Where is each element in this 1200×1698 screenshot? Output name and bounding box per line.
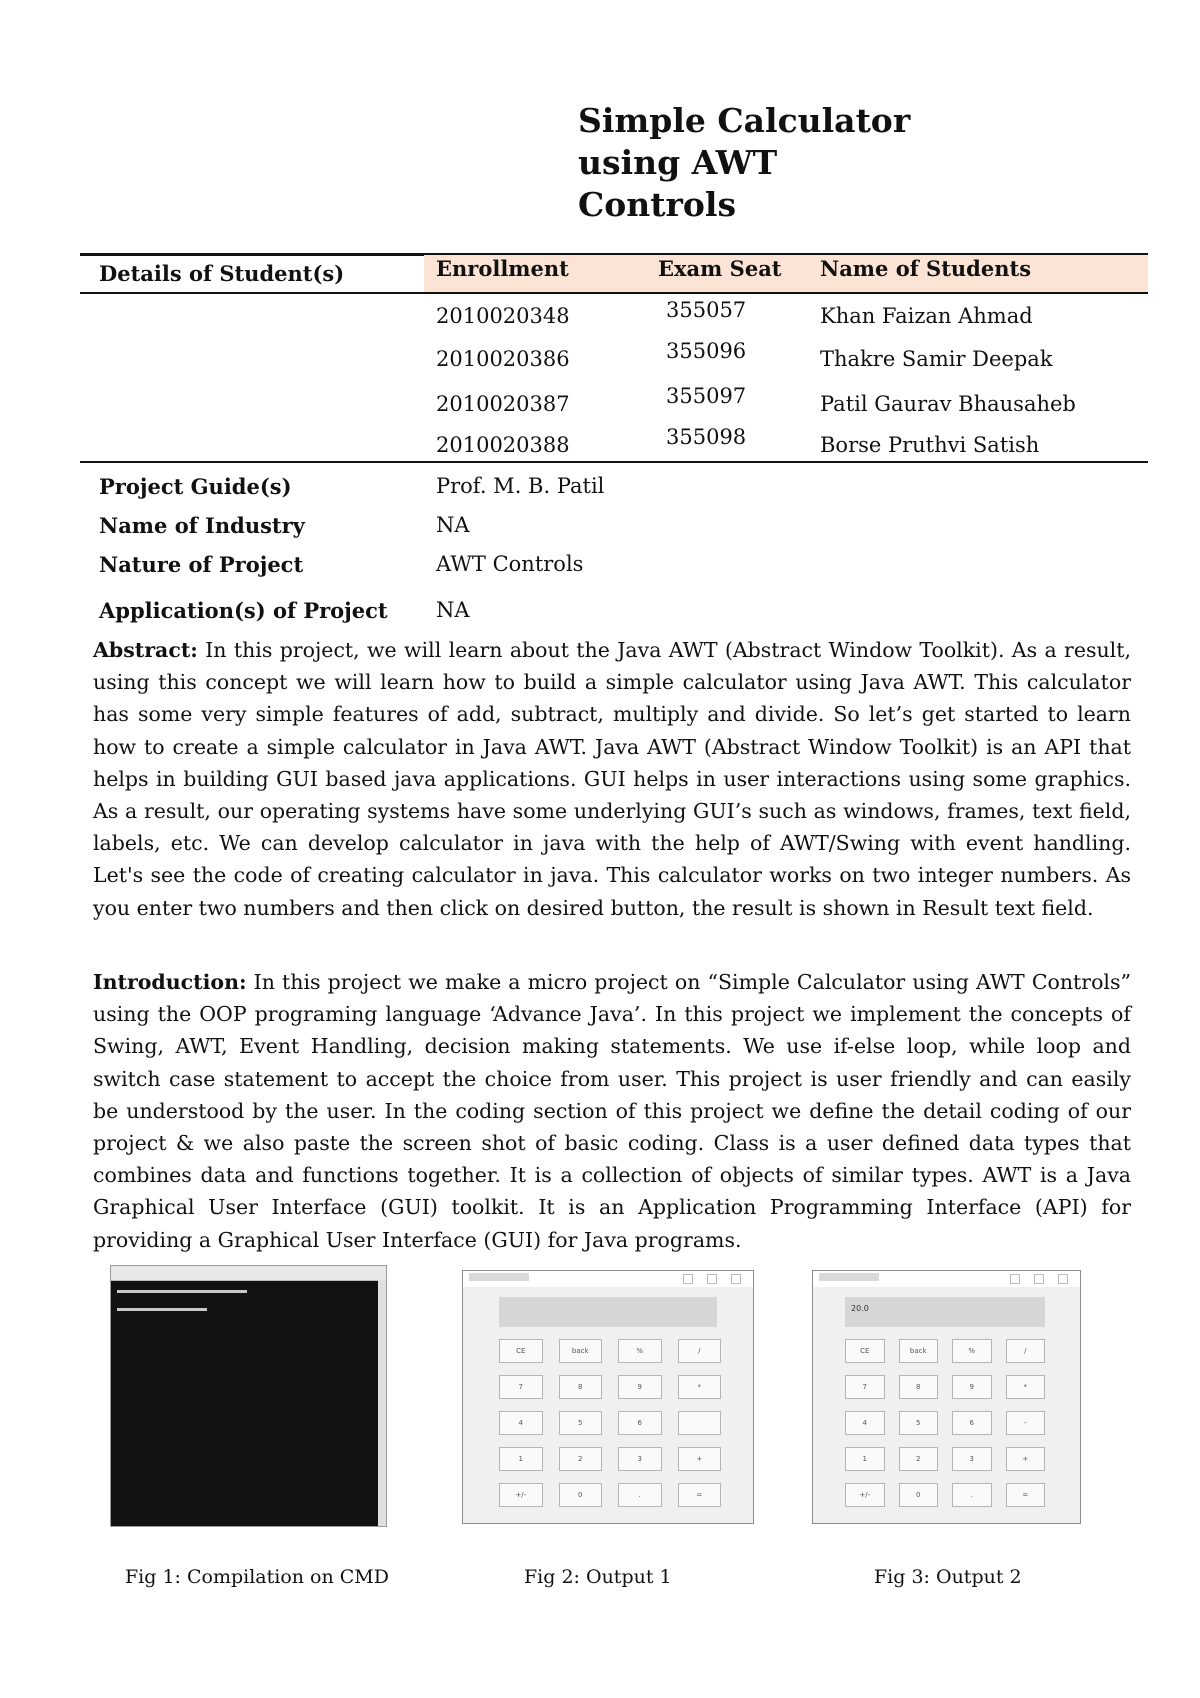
calc-key: CE bbox=[845, 1339, 885, 1363]
calc-key: / bbox=[678, 1339, 722, 1363]
industry-value: NA bbox=[436, 513, 470, 537]
document-title: Simple Calculator using AWT Controls bbox=[578, 101, 911, 224]
calc-key: 4 bbox=[499, 1411, 543, 1435]
calc-key: back bbox=[899, 1339, 939, 1363]
application-label: Application(s) of Project bbox=[99, 598, 388, 623]
calc-key: 2 bbox=[899, 1447, 939, 1471]
calc-title-bar bbox=[463, 1271, 753, 1287]
calc-key: 8 bbox=[899, 1375, 939, 1399]
calc-key: + bbox=[678, 1447, 722, 1471]
calc-key: = bbox=[678, 1483, 722, 1507]
calc-key: . bbox=[618, 1483, 662, 1507]
calc-key: / bbox=[1006, 1339, 1046, 1363]
figure-2-caption: Fig 2: Output 1 bbox=[524, 1566, 672, 1588]
table-cell-name: Thakre Samir Deepak bbox=[820, 347, 1053, 371]
table-cell-enrollment: 2010020386 bbox=[436, 347, 570, 371]
introduction-paragraph bbox=[93, 966, 1131, 1256]
student-name-header: Name of Students bbox=[820, 256, 1032, 281]
minimize-icon bbox=[683, 1274, 693, 1284]
calc-key bbox=[678, 1411, 722, 1435]
abstract-paragraph bbox=[93, 634, 1131, 924]
table-cell-name: Patil Gaurav Bhausaheb bbox=[820, 392, 1076, 416]
figure-1-caption: Fig 1: Compilation on CMD bbox=[125, 1566, 389, 1588]
calc-key: 3 bbox=[952, 1447, 992, 1471]
minimize-icon bbox=[1010, 1274, 1020, 1284]
calc-key: * bbox=[678, 1375, 722, 1399]
table-header-rule bbox=[80, 292, 1148, 294]
project-nature-value: AWT Controls bbox=[436, 552, 584, 576]
calc-display bbox=[499, 1297, 717, 1327]
figure-calculator-output-1 bbox=[462, 1270, 754, 1524]
details-header: Details of Student(s) bbox=[99, 261, 345, 286]
calc-key: 5 bbox=[899, 1411, 939, 1435]
calc-key: +/- bbox=[845, 1483, 885, 1507]
introduction-text: In this project we make a micro project on “Simple Calculator using AWT Controls” using the OOP programing language ‘Advance Java’. In this project we implement the concepts of Swing, AWT, Event Handling, decision making statements. We use if-else loop, while loop and switch case statement to accept the choice from user. This project is user friendly and can easily be understood by the user. In the coding section of this project we define the detail coding of our project & we also paste the screen shot of basic coding. Class is a user defined data types that combines data and functions together. It is a collection of objects of similar types. AWT is a Java Graphical User Interface (GUI) toolkit. It is an Application Programming Interface (API) for providing a Graphical User Interface (GUI) for Java programs. bbox=[93, 970, 1131, 1252]
introduction-label: Introduction: bbox=[93, 970, 247, 994]
calc-key: 8 bbox=[559, 1375, 603, 1399]
calc-key: +/- bbox=[499, 1483, 543, 1507]
calc-key: back bbox=[559, 1339, 603, 1363]
calc-key: 2 bbox=[559, 1447, 603, 1471]
calc-key: CE bbox=[499, 1339, 543, 1363]
calc-title-bar bbox=[813, 1271, 1080, 1287]
calc-key: 1 bbox=[499, 1447, 543, 1471]
calc-key: 7 bbox=[845, 1375, 885, 1399]
calc-title bbox=[469, 1273, 529, 1281]
calc-key: 9 bbox=[952, 1375, 992, 1399]
maximize-icon bbox=[1034, 1274, 1044, 1284]
calc-keypad bbox=[845, 1339, 1045, 1507]
abstract-label: Abstract: bbox=[93, 638, 198, 662]
cmd-scrollbar bbox=[378, 1280, 386, 1526]
calc-title bbox=[819, 1273, 879, 1281]
exam-seat-header: Exam Seat bbox=[658, 256, 782, 281]
cmd-output-line bbox=[117, 1308, 207, 1311]
project-nature-label: Nature of Project bbox=[99, 552, 304, 577]
table-cell-enrollment: 2010020387 bbox=[436, 392, 570, 416]
calc-display: 20.0 bbox=[845, 1297, 1045, 1327]
table-cell-enrollment: 2010020348 bbox=[436, 304, 570, 328]
calc-key: 6 bbox=[618, 1411, 662, 1435]
table-bottom-rule bbox=[80, 461, 1148, 463]
calc-key: 5 bbox=[559, 1411, 603, 1435]
table-cell-seat: 355096 bbox=[666, 339, 747, 363]
close-icon bbox=[731, 1274, 741, 1284]
cmd-title-bar bbox=[111, 1266, 386, 1281]
calc-key: - bbox=[1006, 1411, 1046, 1435]
table-cell-enrollment: 2010020388 bbox=[436, 433, 570, 457]
calc-key: 6 bbox=[952, 1411, 992, 1435]
calc-key: 1 bbox=[845, 1447, 885, 1471]
application-value: NA bbox=[436, 598, 470, 622]
calc-key: % bbox=[618, 1339, 662, 1363]
industry-label: Name of Industry bbox=[99, 513, 305, 538]
table-cell-seat: 355098 bbox=[666, 425, 747, 449]
cmd-output-line bbox=[117, 1290, 247, 1293]
calc-key: 0 bbox=[899, 1483, 939, 1507]
calc-key: % bbox=[952, 1339, 992, 1363]
calc-key: * bbox=[1006, 1375, 1046, 1399]
calc-key: 0 bbox=[559, 1483, 603, 1507]
maximize-icon bbox=[707, 1274, 717, 1284]
calc-key: . bbox=[952, 1483, 992, 1507]
figure-calculator-output-2 bbox=[812, 1270, 1081, 1524]
calc-key: 9 bbox=[618, 1375, 662, 1399]
project-guide-value: Prof. M. B. Patil bbox=[436, 474, 605, 498]
enrollment-header: Enrollment bbox=[436, 256, 569, 281]
table-cell-seat: 355057 bbox=[666, 298, 747, 322]
table-cell-seat: 355097 bbox=[666, 384, 747, 408]
close-icon bbox=[1058, 1274, 1068, 1284]
table-cell-name: Borse Pruthvi Satish bbox=[820, 433, 1040, 457]
calc-key: 3 bbox=[618, 1447, 662, 1471]
abstract-text: In this project, we will learn about the Java AWT (Abstract Window Toolkit). As a result, using this concept we will learn how to build a simple calculator using Java AWT. This calculator has some very simple features of add, subtract, multiply and divide. So let’s get started to learn how to create a simple calculator in Java AWT. Java AWT (Abstract Window Toolkit) is an API that helps in building GUI based java applications. GUI helps in user interactions using some graphics. As a result, our operating systems have some underlying GUI’s such as windows, frames, text field, labels, etc. We can develop calculator in java with the help of AWT/Swing with event handling. Let's see the code of creating calculator in java. This calculator works on two integer numbers. As you enter two numbers and then click on desired button, the result is shown in Result text field. bbox=[93, 638, 1131, 920]
calc-key: 7 bbox=[499, 1375, 543, 1399]
calc-key: 4 bbox=[845, 1411, 885, 1435]
figure-cmd-screenshot bbox=[110, 1265, 387, 1527]
table-cell-name: Khan Faizan Ahmad bbox=[820, 304, 1033, 328]
figure-3-caption: Fig 3: Output 2 bbox=[874, 1566, 1022, 1588]
calc-keypad bbox=[499, 1339, 721, 1507]
project-guide-label: Project Guide(s) bbox=[99, 474, 292, 499]
calc-key: = bbox=[1006, 1483, 1046, 1507]
calc-key: + bbox=[1006, 1447, 1046, 1471]
